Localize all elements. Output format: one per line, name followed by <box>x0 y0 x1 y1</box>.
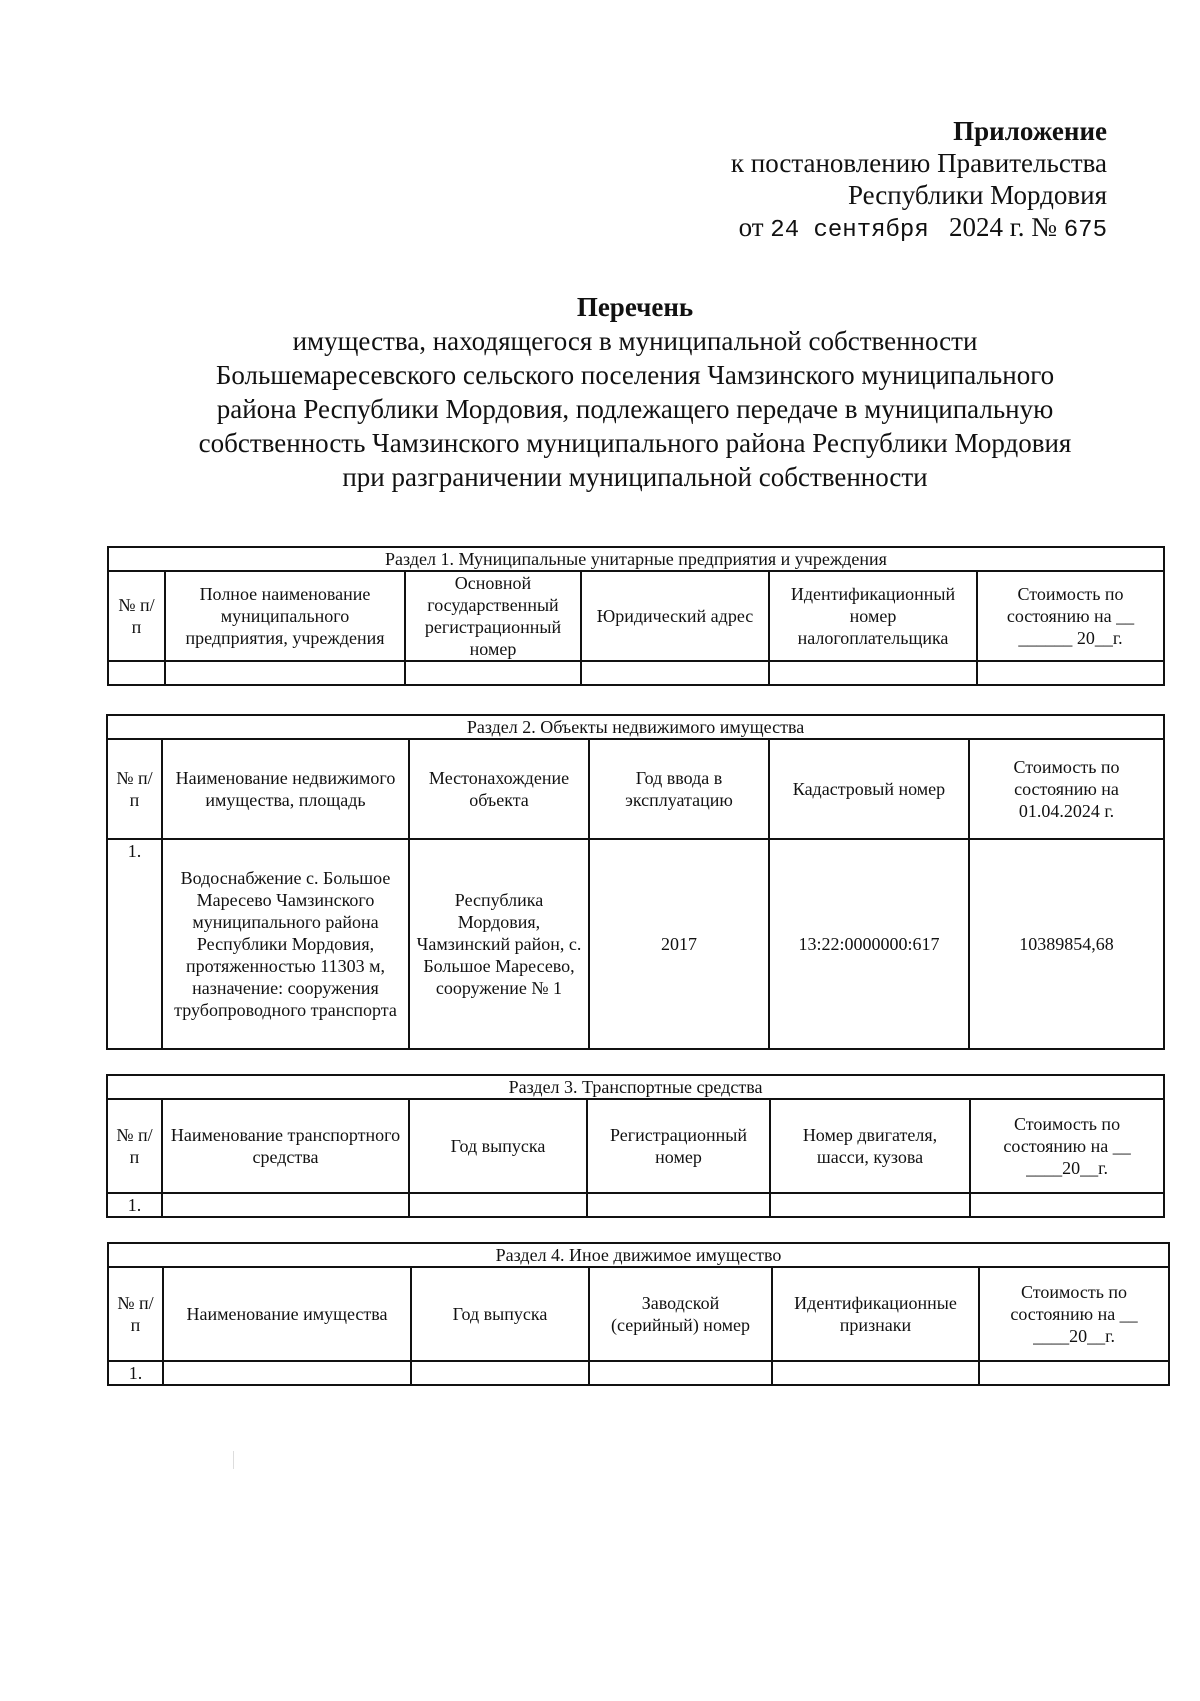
s2-header-year: Год ввода в эксплуатацию <box>589 739 769 839</box>
s2-row-name: Водоснабжение с. Большое Маресево Чамзинского муниципального района Республики Мордовия, протяженностью 11303 м, назначение: сооружения трубопроводного транспорта <box>162 839 409 1049</box>
document-heading <box>100 290 1170 494</box>
s4-cell <box>979 1361 1169 1385</box>
appendix-date-line <box>731 211 1107 247</box>
section-3-table <box>106 1074 1165 1218</box>
s3-header-name: Наименование транспортного средства <box>162 1099 409 1193</box>
s2-row-year: 2017 <box>589 839 769 1049</box>
s1-header-name: Полное наименование муниципального предприятия, учреждения <box>165 571 405 661</box>
s1-header-number: № п/п <box>108 571 165 661</box>
s3-header-engine: Номер двигателя, шасси, кузова <box>770 1099 970 1193</box>
s4-cell <box>589 1361 772 1385</box>
s4-header-number: № п/п <box>108 1267 163 1361</box>
s2-header-cadastral: Кадастровый номер <box>769 739 969 839</box>
s3-header-number: № п/п <box>107 1099 162 1193</box>
s2-header-name: Наименование недвижимого имущества, площадь <box>162 739 409 839</box>
s2-header-number: № п/п <box>107 739 162 839</box>
section-3-caption: Раздел 3. Транспортные средства <box>107 1075 1164 1099</box>
s1-cell <box>108 661 165 685</box>
date-year: 2024 г. № <box>948 212 1058 242</box>
table-row <box>107 1193 1164 1217</box>
s4-header-year: Год выпуска <box>411 1267 589 1361</box>
decree-number: 675 <box>1063 217 1107 244</box>
s3-cell: 1. <box>107 1193 162 1217</box>
date-prefix: от <box>738 212 764 242</box>
section-4-table <box>107 1242 1170 1386</box>
s1-cell <box>405 661 581 685</box>
table-row <box>108 661 1164 685</box>
appendix-line-1: к постановлению Правительства <box>730 148 1107 178</box>
s3-cell <box>162 1193 409 1217</box>
section-2-caption: Раздел 2. Объекты недвижимого имущества <box>107 715 1164 739</box>
heading-line-3: района Республики Мордовия, подлежащего передаче в муниципальную <box>216 394 1054 424</box>
s4-header-serial: Заводской (серийный) номер <box>589 1267 772 1361</box>
s1-header-address: Юридический адрес <box>581 571 769 661</box>
table-row <box>108 1361 1169 1385</box>
s4-header-name: Наименование имущества <box>163 1267 411 1361</box>
s1-header-inn: Идентификационный номер налогоплательщика <box>769 571 977 661</box>
s4-header-identifiers: Идентификационные признаки <box>772 1267 979 1361</box>
s2-header-location: Местонахождение объекта <box>409 739 589 839</box>
s1-header-cost: Стоимость по состоянию на __ ______ 20__г. <box>977 571 1164 661</box>
table-row <box>107 839 1164 1049</box>
section-2-table <box>106 714 1165 1050</box>
section-1-table <box>107 546 1165 686</box>
appendix-block <box>731 115 1107 247</box>
s3-header-year: Год выпуска <box>409 1099 587 1193</box>
appendix-title: Приложение <box>953 116 1107 146</box>
heading-line-1: имущества, находящегося в муниципальной собственности <box>292 326 978 356</box>
s3-cell <box>970 1193 1164 1217</box>
scan-artifact <box>233 1451 234 1469</box>
s2-row-cost: 10389854,68 <box>969 839 1164 1049</box>
s3-cell <box>587 1193 770 1217</box>
s1-cell <box>977 661 1164 685</box>
s1-cell <box>769 661 977 685</box>
date-typed: 24 сентября <box>770 217 929 244</box>
s3-cell <box>770 1193 970 1217</box>
heading-line-5: при разграничении муниципальной собственности <box>342 462 928 492</box>
heading-title: Перечень <box>576 292 694 322</box>
s3-header-cost: Стоимость по состоянию на __ ____20__г. <box>970 1099 1164 1193</box>
section-4-caption: Раздел 4. Иное движимое имущество <box>108 1243 1169 1267</box>
section-1-caption: Раздел 1. Муниципальные унитарные предприятия и учреждения <box>108 547 1164 571</box>
s3-cell <box>409 1193 587 1217</box>
s4-header-cost: Стоимость по состоянию на __ ____20__г. <box>979 1267 1169 1361</box>
s4-cell: 1. <box>108 1361 163 1385</box>
s2-row-number: 1. <box>107 839 162 1049</box>
heading-line-2: Большемаресевского сельского поселения Чамзинского муниципального <box>215 360 1055 390</box>
s4-cell <box>163 1361 411 1385</box>
s1-cell <box>581 661 769 685</box>
s1-header-ogrn: Основной государственный регистрационный номер <box>405 571 581 661</box>
s4-cell <box>411 1361 589 1385</box>
appendix-line-2: Республики Мордовия <box>847 180 1107 210</box>
s2-row-cadastral: 13:22:0000000:617 <box>769 839 969 1049</box>
heading-line-4: собственность Чамзинского муниципального района Республики Мордовия <box>198 428 1072 458</box>
s3-header-reg-number: Регистрационный номер <box>587 1099 770 1193</box>
s4-cell <box>772 1361 979 1385</box>
s1-cell <box>165 661 405 685</box>
s2-row-location: Республика Мордовия, Чамзинский район, с. Большое Маресево, сооружение № 1 <box>409 839 589 1049</box>
s2-header-cost: Стоимость по состоянию на 01.04.2024 г. <box>969 739 1164 839</box>
